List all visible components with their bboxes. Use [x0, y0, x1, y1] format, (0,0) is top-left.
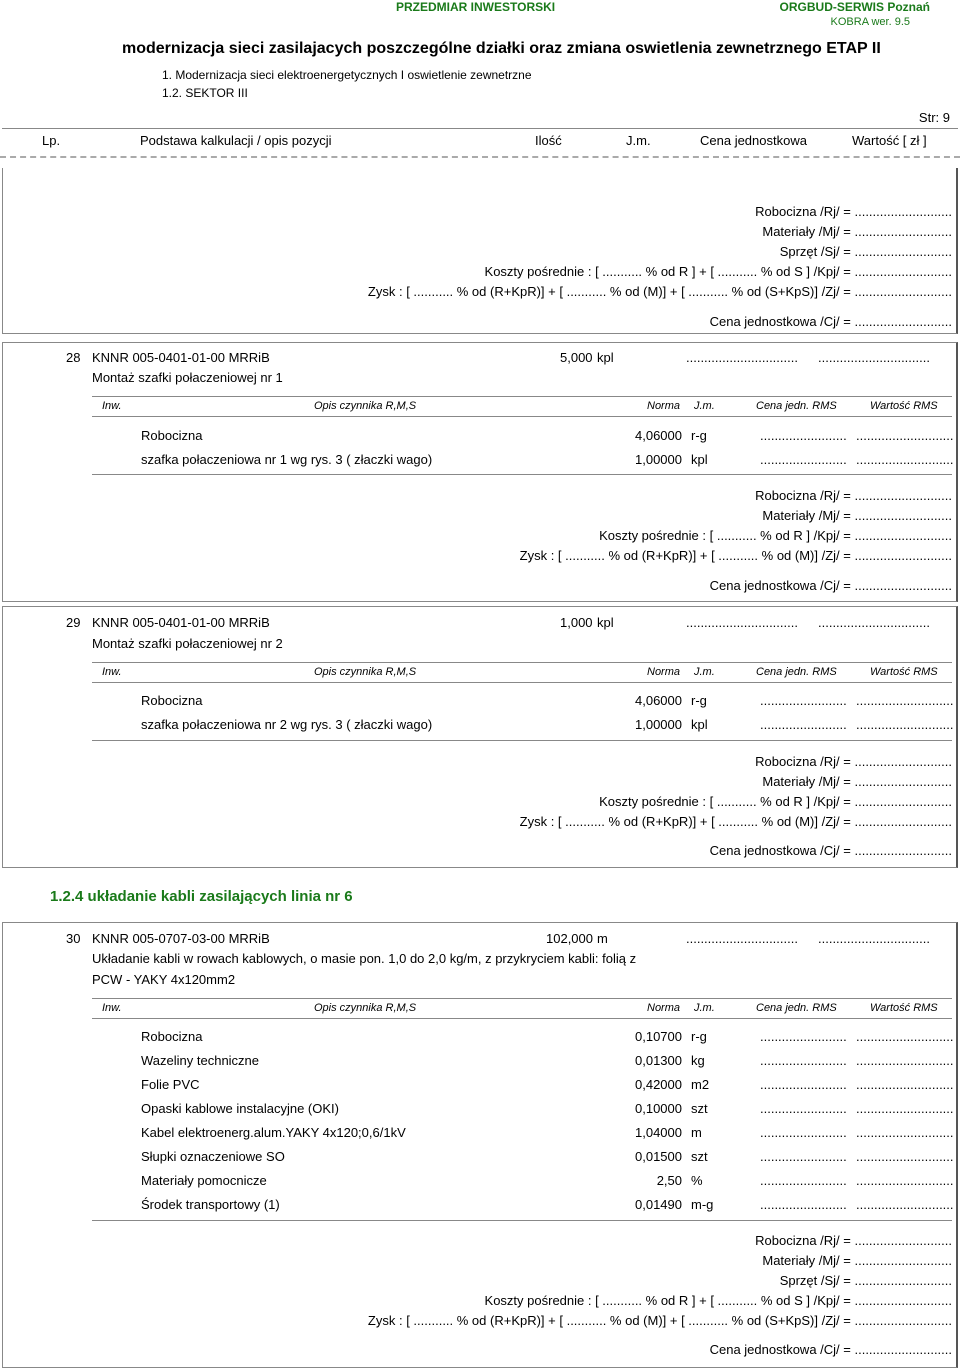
rms-jm: r-g [691, 1029, 707, 1044]
item-28-code: KNNR 005-0401-01-00 MRRiB [92, 350, 270, 365]
sub-jm: J.m. [694, 400, 715, 412]
item-29-code: KNNR 005-0401-01-00 MRRiB [92, 615, 270, 630]
rms-wartosc: ........................... [856, 1125, 954, 1140]
rms-wartosc: ........................... [856, 1053, 954, 1068]
rms-jm: m2 [691, 1077, 710, 1092]
sum-cena: Cena jednostkowa /Cj/ = ........................... [709, 578, 952, 593]
item-28-qty: 5,000 [560, 350, 593, 365]
rms-cena: ........................ [760, 1101, 847, 1116]
rms-norma: 1,00000 [635, 717, 682, 732]
sum-sprzet: Sprzęt /Sj/ = ........................... [779, 244, 952, 259]
item-29-rows-end [92, 740, 952, 741]
rms-name: Wazeliny techniczne [141, 1053, 260, 1068]
rms-wartosc: ........................... [856, 1149, 954, 1164]
sub-cena: Cena jedn. RMS [756, 666, 837, 678]
sum-materialy: Materiały /Mj/ = ........................... [762, 224, 952, 239]
rms-norma: 1,04000 [635, 1125, 682, 1140]
rms-jm: m-g [691, 1197, 714, 1212]
rms-jm: % [691, 1173, 703, 1188]
sub-wartosc: Wartość RMS [870, 1002, 938, 1014]
rms-wartosc: ........................... [856, 717, 954, 732]
rms-name: Robocizna [141, 428, 203, 443]
rms-name: szafka połaczeniowa nr 1 wg rys. 3 ( złaczki wago) [141, 452, 433, 467]
item-30-price: ............................... [686, 931, 798, 946]
rms-norma: 4,06000 [635, 693, 682, 708]
rms-name: Folie PVC [141, 1077, 200, 1092]
sub-inw: Inw. [102, 666, 122, 678]
rms-cena: ........................ [760, 1077, 847, 1092]
rms-jm: kpl [691, 717, 708, 732]
rms-cena: ........................ [760, 1149, 847, 1164]
item-28-sub-rule-2 [92, 416, 952, 417]
rms-cena: ........................ [760, 717, 847, 732]
item-29-sub-rule [92, 662, 952, 663]
item-28-lp: 28 [66, 350, 81, 365]
rms-cena: ........................ [760, 1029, 847, 1044]
sub-wartosc: Wartość RMS [870, 666, 938, 678]
item-29-sub-rule-2 [92, 682, 952, 683]
rms-wartosc: ........................... [856, 428, 954, 443]
item-30-desc-line1: Układanie kabli w rowach kablowych, o masie pon. 1,0 do 2,0 kg/m, z przykryciem kabli: folią z [92, 951, 637, 966]
sum-robocizna: Robocizna /Rj/ = ........................... [755, 754, 952, 769]
rms-cena: ........................ [760, 693, 847, 708]
rms-wartosc: ........................... [856, 1077, 954, 1092]
rms-cena: ........................ [760, 1173, 847, 1188]
item-29-qty: 1,000 [560, 615, 593, 630]
rms-jm: m [691, 1125, 702, 1140]
rms-jm: szt [691, 1149, 708, 1164]
sum-robocizna: Robocizna /Rj/ = ........................... [755, 204, 952, 219]
section-heading: 1.2.4 układanie kabli zasilających linia nr 6 [50, 888, 353, 905]
rms-norma: 0,01490 [635, 1197, 682, 1212]
rms-jm: r-g [691, 428, 707, 443]
rms-name: Robocizna [141, 693, 203, 708]
sum-robocizna: Robocizna /Rj/ = ........................... [755, 1233, 952, 1248]
col-qty: Ilość [535, 133, 562, 148]
item-29-price: ............................... [686, 615, 798, 630]
sub-jm: J.m. [694, 1002, 715, 1014]
rms-norma: 0,10000 [635, 1101, 682, 1116]
document-title: modernizacja sieci zasilajacych poszczególne działki oraz zmiana oswietlenia zewnetrznego ETAP II [122, 40, 881, 57]
rms-name: Opaski kablowe instalacyjne (OKI) [141, 1101, 339, 1116]
item-30-qty: 102,000 [546, 931, 593, 946]
sub-inw: Inw. [102, 400, 122, 412]
rms-jm: szt [691, 1101, 708, 1116]
rms-norma: 2,50 [656, 1173, 682, 1188]
sub-cena: Cena jedn. RMS [756, 400, 837, 412]
item-30-rows-end [92, 1220, 952, 1221]
sub-cena: Cena jedn. RMS [756, 1002, 837, 1014]
col-unit-price: Cena jednostkowa [700, 133, 807, 148]
rms-cena: ........................ [760, 1197, 847, 1212]
sum-cena: Cena jednostkowa /Cj/ = ........................... [709, 1342, 952, 1357]
item-28-price: ............................... [686, 350, 798, 365]
rms-norma: 4,06000 [635, 428, 682, 443]
rms-cena: ........................ [760, 1053, 847, 1068]
header-dashed-rule [0, 156, 960, 158]
item-28-value: ............................... [818, 350, 930, 365]
sub-norma: Norma [647, 400, 681, 412]
item-30-lp: 30 [66, 931, 81, 946]
rms-name: Materiały pomocnicze [141, 1173, 267, 1188]
sum-cena: Cena jednostkowa /Cj/ = ........................... [709, 314, 952, 329]
col-desc: Podstawa kalkulacji / opis pozycji [140, 133, 332, 148]
col-value: Wartość [ zł ] [852, 133, 927, 148]
sum-robocizna: Robocizna /Rj/ = ........................... [755, 488, 952, 503]
item-28-sub-rule [92, 396, 952, 397]
sub-jm: J.m. [694, 666, 715, 678]
rms-cena: ........................ [760, 452, 847, 467]
rms-name: Słupki oznaczeniowe SO [141, 1149, 285, 1164]
sub-inw: Inw. [102, 1002, 122, 1014]
sum-zysk: Zysk : [ ........... % od (R+KpR)] + [ ........... % od (M)] /Zj/ = ........................... [519, 548, 952, 563]
item-28-unit: kpl [597, 350, 614, 365]
software-version: KOBRA wer. 9.5 [830, 16, 910, 28]
sum-koszty: Koszty pośrednie : [ ........... % od R ] /Kpj/ = ........................... [599, 528, 952, 543]
item-29-unit: kpl [597, 615, 614, 630]
rms-norma: 0,10700 [635, 1029, 682, 1044]
item-30-code: KNNR 005-0707-03-00 MRRiB [92, 931, 270, 946]
sum-zysk: Zysk : [ ........... % od (R+KpR)] + [ ........... % od (M)] + [ ........... % od (S+KpS)] /Zj/ = ........................... [367, 284, 952, 299]
sum-koszty: Koszty pośrednie : [ ........... % od R ] + [ ........... % od S ] /Kpj/ = ........................... [484, 1293, 952, 1308]
item-30-value: ............................... [818, 931, 930, 946]
rms-name: Kabel elektroenerg.alum.YAKY 4x120;0,6/1kV [141, 1125, 406, 1140]
item-30-sub-rule [92, 998, 952, 999]
col-lp: Lp. [42, 133, 61, 148]
sub-norma: Norma [647, 1002, 681, 1014]
sub-opis: Opis czynnika R,M,S [314, 666, 417, 678]
rms-wartosc: ........................... [856, 452, 954, 467]
item-30-sub-rule-2 [92, 1018, 952, 1019]
item-29-value: ............................... [818, 615, 930, 630]
rms-norma: 0,42000 [635, 1077, 682, 1092]
rms-wartosc: ........................... [856, 1197, 954, 1212]
page-number: Str: 9 [918, 110, 950, 125]
sum-zysk: Zysk : [ ........... % od (R+KpR)] + [ ........... % od (M)] + [ ........... % od (S+KpS)] /Zj/ = ........................... [367, 1313, 952, 1328]
sector-title: 1.2. SEKTOR III [162, 86, 248, 100]
report-type: PRZEDMIAR INWESTORSKI [396, 0, 556, 14]
header-top-rule [2, 128, 958, 129]
company-name: ORGBUD-SERWIS Poznań [779, 0, 930, 14]
rms-norma: 1,00000 [635, 452, 682, 467]
sub-opis: Opis czynnika R,M,S [314, 400, 417, 412]
sub-opis: Opis czynnika R,M,S [314, 1002, 417, 1014]
rms-wartosc: ........................... [856, 1173, 954, 1188]
rms-wartosc: ........................... [856, 693, 954, 708]
sum-materialy: Materiały /Mj/ = ........................... [762, 774, 952, 789]
rms-jm: r-g [691, 693, 707, 708]
col-unit: J.m. [626, 133, 651, 148]
sub-norma: Norma [647, 666, 681, 678]
item-28-desc: Montaż szafki połaczeniowej nr 1 [92, 370, 283, 385]
rms-wartosc: ........................... [856, 1101, 954, 1116]
item-29-desc: Montaż szafki połaczeniowej nr 2 [92, 636, 283, 651]
rms-norma: 0,01300 [635, 1053, 682, 1068]
rms-wartosc: ........................... [856, 1029, 954, 1044]
item-30-desc-line2: PCW - YAKY 4x120mm2 [92, 972, 236, 987]
rms-jm: kpl [691, 452, 708, 467]
sum-materialy: Materiały /Mj/ = ........................... [762, 508, 952, 523]
rms-name: Robocizna [141, 1029, 203, 1044]
item-30-unit: m [597, 931, 608, 946]
sub-wartosc: Wartość RMS [870, 400, 938, 412]
rms-jm: kg [691, 1053, 705, 1068]
chapter-title: 1. Modernizacja sieci elektroenergetycznych I oswietlenie zewnetrzne [162, 68, 532, 82]
rms-cena: ........................ [760, 428, 847, 443]
sum-sprzet: Sprzęt /Sj/ = ........................... [779, 1273, 952, 1288]
sum-materialy: Materiały /Mj/ = ........................... [762, 1253, 952, 1268]
sum-cena: Cena jednostkowa /Cj/ = ........................... [709, 843, 952, 858]
rms-name: Środek transportowy (1) [141, 1197, 280, 1212]
item-28-rows-end [92, 474, 952, 475]
sum-koszty: Koszty pośrednie : [ ........... % od R ] + [ ........... % od S ] /Kpj/ = ........................... [484, 264, 952, 279]
rms-cena: ........................ [760, 1125, 847, 1140]
rms-name: szafka połaczeniowa nr 2 wg rys. 3 ( złaczki wago) [141, 717, 433, 732]
sum-zysk: Zysk : [ ........... % od (R+KpR)] + [ ........... % od (M)] /Zj/ = ........................... [519, 814, 952, 829]
item-29-lp: 29 [66, 615, 81, 630]
sum-koszty: Koszty pośrednie : [ ........... % od R ] /Kpj/ = ........................... [599, 794, 952, 809]
rms-norma: 0,01500 [635, 1149, 682, 1164]
